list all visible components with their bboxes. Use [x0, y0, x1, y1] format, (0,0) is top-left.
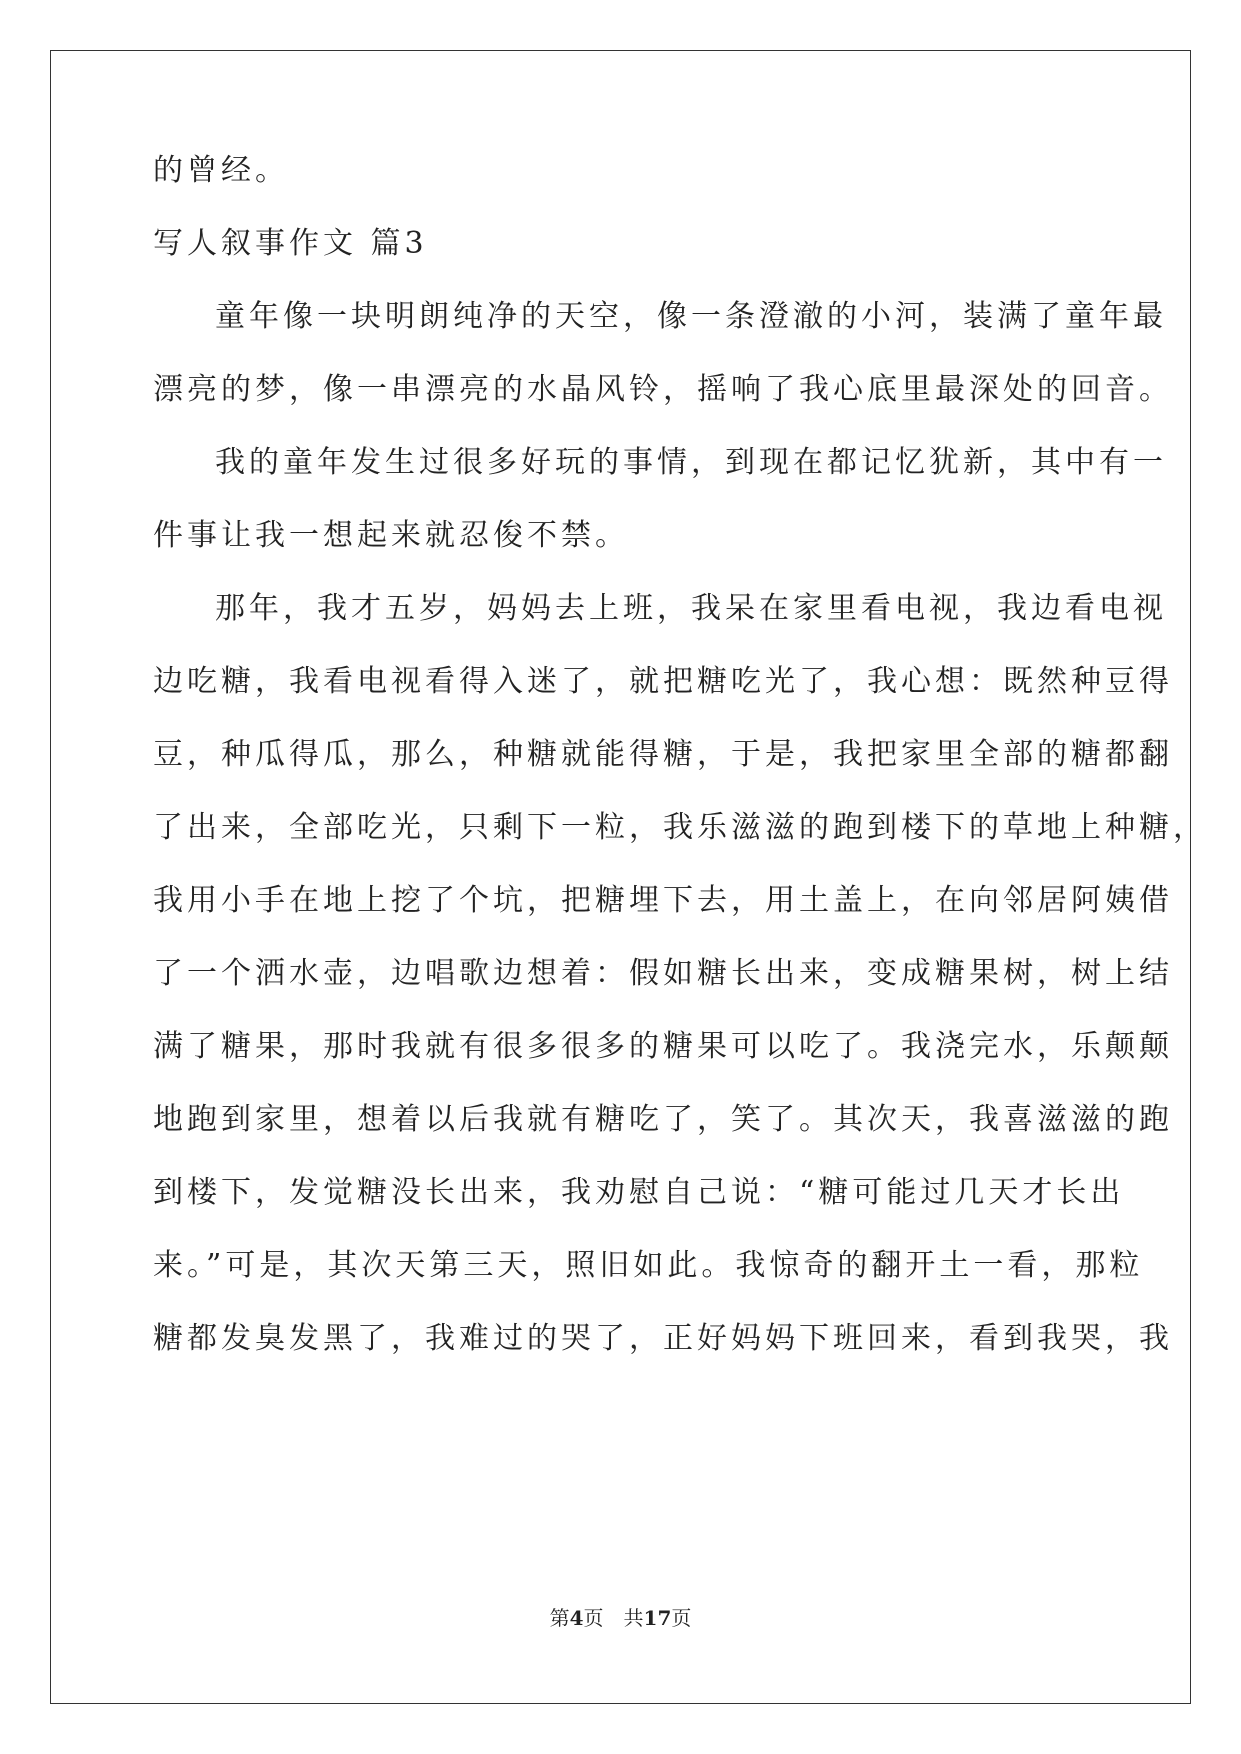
footer-middle: 页 共: [583, 1606, 644, 1630]
body-line: 的曾经。: [153, 153, 289, 188]
body-line: 了出来，全部吃光，只剩下一粒，我乐滋滋的跑到楼下的草地上种糖，: [153, 810, 1207, 845]
body-line: 我用小手在地上挖了个坑，把糖埋下去，用土盖上，在向邻居阿姨借: [153, 883, 1173, 918]
body-line: 了一个洒水壶，边唱歌边想着：假如糖长出来，变成糖果树，树上结: [153, 956, 1173, 991]
body-line: 地跑到家里，想着以后我就有糖吃了，笑了。其次天，我喜滋滋的跑: [153, 1102, 1173, 1137]
page-footer: [0, 1606, 1241, 1630]
body-line: 来。”可是，其次天第三天，照旧如此。我惊奇的翻开土一看，那粒: [153, 1248, 1144, 1283]
body-line: 豆，种瓜得瓜，那么，种糖就能得糖，于是，我把家里全部的糖都翻: [153, 737, 1173, 772]
body-line: 漂亮的梦，像一串漂亮的水晶风铃，摇响了我心底里最深处的回音。: [153, 372, 1173, 407]
total-page-number: 17: [643, 1606, 672, 1630]
body-line: 边吃糖，我看电视看得入迷了，就把糖吃光了，我心想：既然种豆得: [153, 664, 1173, 699]
footer-suffix: 页: [671, 1606, 692, 1630]
body-line: 童年像一块明朗纯净的天空，像一条澄澈的小河，装满了童年最: [215, 299, 1167, 334]
section-heading: 写人叙事作文 篇3: [153, 226, 428, 261]
current-page-number: 4: [569, 1606, 584, 1630]
body-line: 到楼下，发觉糖没长出来，我劝慰自己说：“糖可能过几天才长出: [153, 1175, 1125, 1210]
body-line: 那年，我才五岁，妈妈去上班，我呆在家里看电视，我边看电视: [215, 591, 1167, 626]
body-line: 件事让我一想起来就忍俊不禁。: [153, 518, 629, 553]
body-line: 糖都发臭发黑了，我难过的哭了，正好妈妈下班回来，看到我哭，我: [153, 1321, 1173, 1356]
body-line: 我的童年发生过很多好玩的事情，到现在都记忆犹新，其中有一: [215, 445, 1167, 480]
body-line: 满了糖果，那时我就有很多很多的糖果可以吃了。我浇完水，乐颠颠: [153, 1029, 1173, 1064]
footer-prefix: 第: [549, 1606, 570, 1630]
